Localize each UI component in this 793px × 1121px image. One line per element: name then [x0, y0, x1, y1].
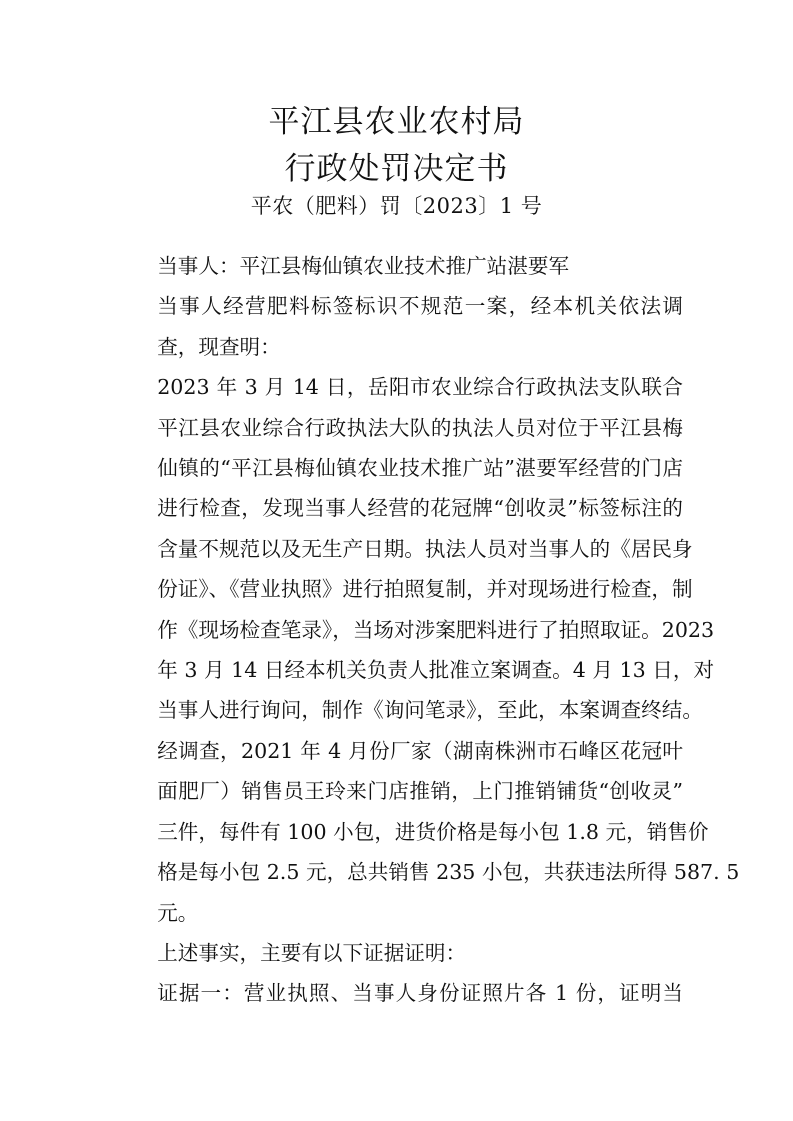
paragraph-inspection-facts — [116, 367, 715, 731]
text-line: 经调查，2021 年 4 月份厂家（湖南株洲市石峰区花冠叶 — [157, 738, 683, 763]
document-number: 平农（肥料）罚〔2023〕1 号 — [250, 194, 543, 218]
text-line: 年 3 月 14 日经本机关负责人批准立案调查。4 月 13 日，对 — [157, 658, 715, 683]
text-line: 当事人进行询问，制作《询问笔录》，至此，本案调查终结。 — [157, 698, 703, 723]
text-line: 平江县农业综合行政执法大队的执法人员对位于平江县梅 — [157, 415, 683, 440]
text-line: 作《现场检查笔录》，当场对涉案肥料进行了拍照取证。2023 — [157, 617, 715, 642]
text-line: 面肥厂）销售员王玲来门店推销，上门推销铺货“创收灵” — [157, 779, 683, 804]
paragraph-investigation-findings — [116, 731, 740, 933]
text-line: 三件，每件有 100 小包，进货价格是每小包 1.8 元，销售价 — [157, 819, 709, 844]
paragraph-party — [116, 246, 683, 286]
paragraph-evidence-intro — [116, 933, 683, 973]
text-line: 格是每小包 2.5 元，总共销售 235 小包，共获违法所得 587. 5 — [157, 860, 740, 885]
text-line: 2023 年 3 月 14 日，岳阳市农业综合行政执法支队联合 — [157, 375, 683, 400]
text-line: 仙镇的“平江县梅仙镇农业技术推广站”湛要军经营的门店 — [157, 456, 683, 481]
text-line: 含量不规范以及无生产日期。执法人员对当事人的《居民身 — [157, 536, 693, 561]
document-title-type: 行政处罚决定书 — [284, 151, 509, 187]
text-line: 元。 — [157, 900, 199, 925]
text-line: 证据一：营业执照、当事人身份证照片各 1 份，证明当 — [157, 981, 683, 1006]
text-line: 当事人经营肥料标签标识不规范一案，经本机关依法调 — [157, 294, 683, 319]
text-line: 进行检查，发现当事人经营的花冠牌“创收灵”标签标注的 — [157, 496, 683, 521]
text-line: 当事人：平江县梅仙镇农业技术推广站湛要军 — [157, 254, 570, 278]
text-line: 查，现查明： — [157, 334, 281, 359]
text-line: 上述事实，主要有以下证据证明： — [157, 940, 467, 965]
document-body — [116, 246, 740, 1014]
document-title-authority: 平江县农业农村局 — [268, 104, 525, 140]
text-line: 份证》、《营业执照》进行拍照复制，并对现场进行检查，制 — [157, 577, 693, 602]
paragraph-evidence-one — [116, 973, 683, 1013]
paragraph-case-intro — [116, 286, 683, 367]
